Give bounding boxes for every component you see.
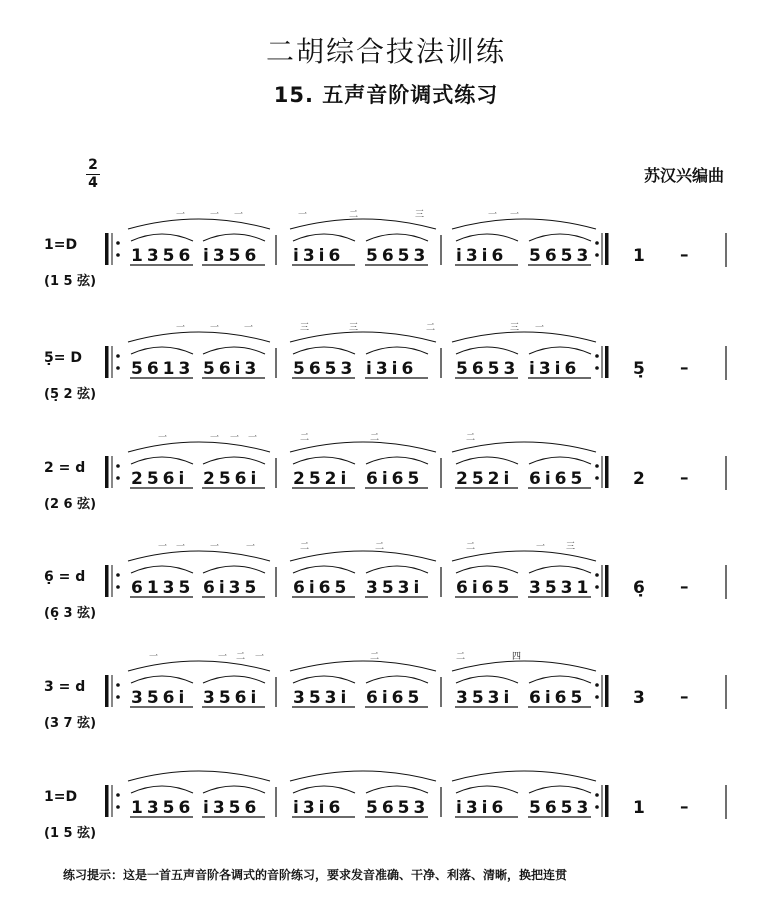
staff-line [0, 428, 772, 538]
note-group: 6i65 [366, 688, 424, 708]
fingering-mark: 一 [535, 323, 545, 333]
repeat-end-thick-barline [605, 675, 609, 707]
repeat-end-thick-barline [605, 233, 609, 265]
staff-system [0, 428, 772, 538]
fingering-mark: 一 [230, 433, 240, 443]
fingering-mark: 二 [375, 542, 385, 552]
slur [366, 234, 428, 241]
staff-line [0, 205, 772, 315]
staff-line [0, 318, 772, 428]
string-label: (3 7 弦) [44, 716, 97, 731]
note-group: 5653 [529, 798, 593, 818]
fingering-mark: 三 [566, 542, 576, 552]
fingering-mark: 三 [300, 323, 310, 333]
string-label: (6̣ 3 弦) [44, 606, 97, 621]
key-signature: 3 = d [44, 679, 86, 695]
phrase-slur [128, 219, 270, 229]
fingering-mark: 四 [512, 652, 522, 662]
phrase-slur [452, 332, 596, 342]
slur [529, 347, 591, 354]
note-group: i356 [203, 798, 261, 818]
note-group: 252i [293, 469, 351, 489]
slur [131, 566, 193, 573]
staff-system [0, 205, 772, 315]
fingering-mark: 一 [176, 542, 186, 552]
slur [366, 786, 428, 793]
slur [203, 347, 265, 354]
key-signature: 5̣= D [44, 350, 82, 366]
repeat-dot [116, 476, 120, 480]
fingering-mark: 一 [210, 323, 220, 333]
fingering-mark: 三 [510, 323, 520, 333]
sustain-dash: – [680, 245, 689, 265]
repeat-dot [595, 253, 599, 257]
repeat-dot [595, 464, 599, 468]
sustain-dash: – [680, 358, 689, 378]
repeat-end-thick-barline [605, 785, 609, 817]
repeat-dot [595, 354, 599, 358]
repeat-dot [595, 683, 599, 687]
slur [293, 347, 355, 354]
final-note: 6̣ [633, 578, 645, 598]
note-group: 252i [456, 469, 514, 489]
fingering-mark: 一 [488, 210, 498, 220]
note-group: 5653 [456, 359, 520, 379]
practice-hint: 练习提示：这是一首五声音阶各调式的音阶练习，要求发音准确、干净、利落、清晰，换把连贯 [63, 868, 568, 882]
fingering-mark: 一 [246, 542, 256, 552]
note-group: i3i6 [456, 246, 508, 266]
key-signature: 6̣ = d [44, 569, 86, 585]
repeat-dot [116, 805, 120, 809]
fingering-mark: 一 [176, 210, 186, 220]
note-group: 6i65 [366, 469, 424, 489]
note-group: 5653 [366, 798, 430, 818]
fingering-mark: 二 [370, 433, 380, 443]
string-label: (5̣ 2 弦) [44, 387, 97, 402]
repeat-dot [116, 695, 120, 699]
staff-system [0, 757, 772, 867]
note-group: 5613 [131, 359, 195, 379]
repeat-dot [116, 366, 120, 370]
repeat-start-thick-barline [105, 565, 109, 597]
slur [203, 234, 265, 241]
repeat-start-thick-barline [105, 785, 109, 817]
phrase-slur [452, 551, 596, 561]
repeat-dot [595, 585, 599, 589]
final-note: 1 [633, 246, 645, 266]
note-group: 6i35 [203, 578, 261, 598]
phrase-slur [452, 661, 596, 671]
slur [293, 234, 355, 241]
sustain-dash: – [680, 797, 689, 817]
fingering-mark: 一 [234, 210, 244, 220]
note-group: 5653 [293, 359, 357, 379]
note-group: 1356 [131, 246, 195, 266]
staff-system [0, 318, 772, 428]
phrase-slur [128, 771, 270, 781]
slur [456, 566, 518, 573]
repeat-start-thick-barline [105, 346, 109, 378]
note-group: 353i [293, 688, 351, 708]
fingering-mark: 一 [298, 210, 308, 220]
phrase-slur [290, 219, 436, 229]
note-group: 5653 [529, 246, 593, 266]
note-group: i3i6 [529, 359, 581, 379]
page-title: 二胡综合技法训练 [265, 35, 506, 68]
note-group: 5653 [366, 246, 430, 266]
string-label: (1 5 弦) [44, 274, 97, 289]
sustain-dash: – [680, 577, 689, 597]
slur [529, 566, 591, 573]
slur [131, 347, 193, 354]
repeat-end-thick-barline [605, 456, 609, 488]
note-group: 3531 [529, 578, 593, 598]
fingering-mark: 一 [149, 652, 159, 662]
string-label: (2 6 弦) [44, 497, 97, 512]
slur [293, 457, 355, 464]
phrase-slur [128, 551, 270, 561]
fingering-mark: 一 [244, 323, 254, 333]
slur [131, 676, 193, 683]
phrase-slur [452, 442, 596, 452]
note-group: 356i [203, 688, 261, 708]
repeat-start-thick-barline [105, 233, 109, 265]
slur [366, 457, 428, 464]
slur [529, 234, 591, 241]
fingering-mark: 二 [300, 433, 310, 443]
staff-system [0, 537, 772, 647]
final-note: 3 [633, 688, 645, 708]
repeat-dot [595, 793, 599, 797]
phrase-slur [452, 219, 596, 229]
time-signature-top: 2 [88, 157, 98, 173]
repeat-dot [116, 253, 120, 257]
note-group: 6i65 [529, 688, 587, 708]
slur [203, 676, 265, 683]
phrase-slur [290, 661, 436, 671]
phrase-slur [452, 771, 596, 781]
slur [203, 566, 265, 573]
repeat-dot [595, 476, 599, 480]
slur [529, 786, 591, 793]
fingering-mark: 三 [349, 323, 359, 333]
note-group: 353i [456, 688, 514, 708]
fingering-mark: 一 [210, 542, 220, 552]
fingering-mark: 二 [426, 323, 436, 333]
repeat-dot [595, 241, 599, 245]
slur [456, 347, 518, 354]
fingering-mark: 二 [370, 652, 380, 662]
note-group: i356 [203, 246, 261, 266]
key-signature: 2 = d [44, 460, 86, 476]
slur [529, 676, 591, 683]
repeat-dot [116, 683, 120, 687]
note-group: i3i6 [366, 359, 418, 379]
repeat-dot [595, 366, 599, 370]
note-group: 353i [366, 578, 424, 598]
fingering-mark: 一 [210, 433, 220, 443]
composer: 苏汉兴编曲 [643, 166, 724, 185]
slur [366, 347, 428, 354]
slur [203, 786, 265, 793]
phrase-slur [290, 332, 436, 342]
sustain-dash: – [680, 468, 689, 488]
note-group: 256i [203, 469, 261, 489]
slur [203, 457, 265, 464]
repeat-start-thick-barline [105, 675, 109, 707]
phrase-slur [128, 442, 270, 452]
slur [131, 457, 193, 464]
slur [131, 234, 193, 241]
fingering-mark: 一 [248, 433, 258, 443]
slur [529, 457, 591, 464]
note-group: i3i6 [293, 798, 345, 818]
fingering-mark: 一 [510, 210, 520, 220]
fingering-mark: 一 [158, 542, 168, 552]
note-group: 56i3 [203, 359, 261, 379]
key-signature: 1=D [44, 789, 78, 805]
repeat-dot [116, 573, 120, 577]
repeat-end-thick-barline [605, 346, 609, 378]
repeat-dot [116, 464, 120, 468]
phrase-slur [290, 442, 436, 452]
slur [366, 676, 428, 683]
fingering-mark: 一 [176, 323, 186, 333]
phrase-slur [290, 551, 436, 561]
note-group: 6i65 [529, 469, 587, 489]
repeat-dot [116, 585, 120, 589]
slur [293, 566, 355, 573]
staff-line [0, 537, 772, 647]
slur [131, 786, 193, 793]
fingering-mark: 一 [536, 542, 546, 552]
repeat-dot [595, 805, 599, 809]
repeat-dot [116, 354, 120, 358]
staff-line [0, 647, 772, 757]
repeat-dot [595, 573, 599, 577]
repeat-end-thick-barline [605, 565, 609, 597]
slur [456, 234, 518, 241]
final-note: 1 [633, 798, 645, 818]
phrase-slur [290, 771, 436, 781]
key-signature: 1=D [44, 237, 78, 253]
string-label: (1 5 弦) [44, 826, 97, 841]
fingering-mark: 一 [218, 652, 228, 662]
fingering-mark: 一 [210, 210, 220, 220]
fingering-mark: 二 [236, 652, 246, 662]
fingering-mark: 二 [349, 210, 359, 220]
fingering-mark: 一 [255, 652, 265, 662]
slur [366, 566, 428, 573]
sustain-dash: – [680, 687, 689, 707]
note-group: 1356 [131, 798, 195, 818]
note-group: 256i [131, 469, 189, 489]
note-group: i3i6 [293, 246, 345, 266]
fingering-mark: 二 [466, 542, 476, 552]
repeat-start-thick-barline [105, 456, 109, 488]
fingering-mark: 二 [456, 652, 466, 662]
slur [456, 786, 518, 793]
fingering-mark: 一 [158, 433, 168, 443]
fingering-mark: 二 [466, 433, 476, 443]
note-group: 6135 [131, 578, 195, 598]
final-note: 5̣ [633, 359, 645, 379]
phrase-slur [128, 332, 270, 342]
repeat-dot [116, 241, 120, 245]
slur [456, 676, 518, 683]
staff-line [0, 757, 772, 867]
repeat-dot [116, 793, 120, 797]
page-subtitle: 15. 五声音阶调式练习 [273, 83, 499, 107]
time-signature-bottom: 4 [88, 175, 98, 191]
note-group: 6i65 [456, 578, 514, 598]
fingering-mark: 三 [415, 210, 425, 220]
note-group: 6i65 [293, 578, 351, 598]
staff-system [0, 647, 772, 757]
note-group: i3i6 [456, 798, 508, 818]
phrase-slur [128, 661, 270, 671]
slur [293, 786, 355, 793]
slur [293, 676, 355, 683]
note-group: 356i [131, 688, 189, 708]
final-note: 2 [633, 469, 645, 489]
fingering-mark: 二 [300, 542, 310, 552]
slur [456, 457, 518, 464]
repeat-dot [595, 695, 599, 699]
